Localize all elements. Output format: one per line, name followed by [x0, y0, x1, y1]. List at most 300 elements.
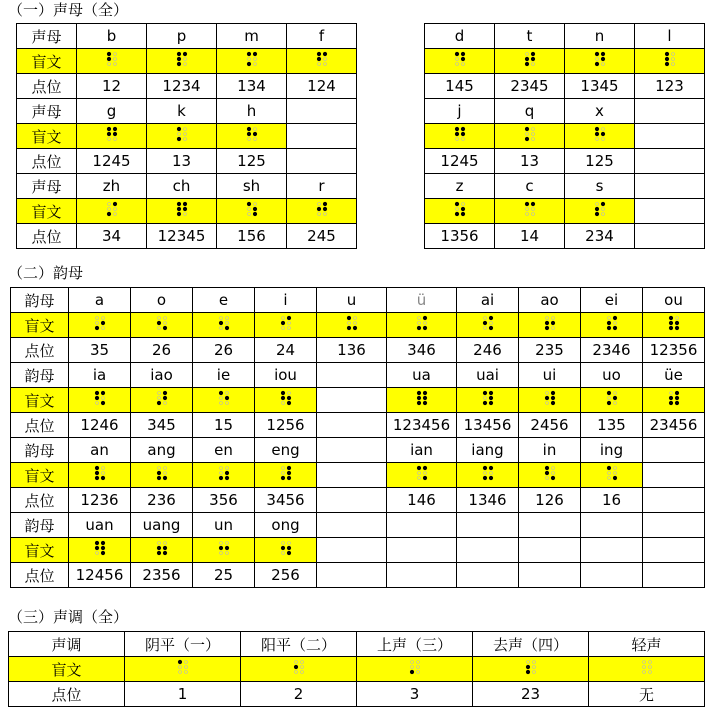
braille-dot-raised — [162, 476, 166, 480]
braille-dot-raised — [606, 466, 610, 470]
braille-cell — [664, 51, 676, 67]
yunmu-braille-row — [11, 538, 705, 563]
braille-dot-raised — [246, 52, 250, 56]
braille-dot-raised — [668, 326, 672, 330]
braille-dot-empty — [461, 203, 464, 206]
braille-dot-raised — [482, 466, 486, 470]
braille-dot-empty — [178, 671, 181, 674]
braille-dot-empty — [648, 666, 651, 669]
braille-cell — [565, 124, 635, 149]
braille-dot-empty — [545, 477, 548, 480]
yunmu-letter: eng — [255, 438, 317, 463]
braille-cell — [643, 538, 705, 563]
braille-cell — [643, 388, 705, 413]
shengmu-letter: q — [495, 99, 565, 124]
braille-cell — [454, 126, 466, 142]
dot-positions — [635, 224, 705, 249]
braille-dot-empty — [671, 53, 674, 56]
braille-dot-empty — [107, 203, 110, 206]
shengmu-letter: z — [425, 174, 495, 199]
braille-dot-empty — [253, 58, 256, 61]
braille-dot-raised — [252, 207, 256, 211]
braille-dot-empty — [184, 666, 187, 669]
braille-cell — [106, 201, 118, 217]
shengmu-letter — [635, 174, 705, 199]
braille-cell — [147, 199, 217, 224]
braille-dot-raised — [176, 202, 180, 206]
braille-dot-empty — [461, 63, 464, 66]
dot-positions: 356 — [193, 488, 255, 513]
braille-dot-empty — [531, 128, 534, 131]
gap — [357, 149, 425, 174]
braille-dot-raised — [482, 321, 486, 325]
braille-dot-empty — [531, 213, 534, 216]
braille-dot-empty — [225, 402, 228, 405]
shengmu-letter: ch — [147, 174, 217, 199]
shengdiao-table — [8, 631, 705, 707]
braille-dot-raised — [460, 132, 464, 136]
braille-dot-empty — [551, 472, 554, 475]
dot-positions: 15 — [193, 413, 255, 438]
braille-dot-raised — [252, 212, 256, 216]
braille-dot-raised — [224, 471, 228, 475]
braille-dot-empty — [113, 208, 116, 211]
braille-cell — [280, 315, 292, 331]
braille-cell — [316, 51, 328, 67]
braille-cell — [519, 388, 581, 413]
tone-name: 阴平（一） — [125, 632, 241, 657]
dot-positions: 1345 — [565, 74, 635, 99]
braille-dot-raised — [530, 52, 534, 56]
braille-cell — [524, 51, 536, 67]
braille-dot-raised — [286, 316, 290, 320]
braille-dot-empty — [101, 397, 104, 400]
braille-cell — [387, 538, 457, 563]
dot-positions: 23456 — [643, 413, 705, 438]
braille-dot-raised — [293, 665, 297, 669]
braille-dot-empty — [157, 317, 160, 320]
braille-dot-empty — [281, 472, 284, 475]
braille-dot-raised — [674, 396, 678, 400]
braille-dot-raised — [162, 326, 166, 330]
braille-dot-raised — [482, 391, 486, 395]
braille-dot-empty — [253, 128, 256, 131]
braille-dot-empty — [225, 322, 228, 325]
braille-dot-empty — [247, 208, 250, 211]
shengmu-letter: s — [565, 174, 635, 199]
braille-cell — [425, 199, 495, 224]
yunmu-letter: iao — [131, 363, 193, 388]
braille-dot-empty — [101, 467, 104, 470]
braille-dot-empty — [113, 53, 116, 56]
braille-dot-empty — [225, 542, 228, 545]
braille-dot-raised — [286, 466, 290, 470]
braille-dot-empty — [489, 472, 492, 475]
yunmu-letter: uo — [581, 363, 643, 388]
dot-positions: 2356 — [131, 563, 193, 588]
braille-dot-raised — [530, 202, 534, 206]
row-label: 点位 — [11, 563, 69, 588]
braille-dot-raised — [182, 202, 186, 206]
braille-dot-empty — [607, 397, 610, 400]
braille-dot-empty — [601, 63, 604, 66]
braille-cell — [589, 657, 705, 682]
gap — [357, 24, 425, 49]
braille-dot-raised — [280, 321, 284, 325]
yunmu-letter — [317, 363, 387, 388]
row-label: 韵母 — [11, 513, 69, 538]
shengdiao-dots-row — [9, 682, 705, 707]
braille-dot-empty — [483, 397, 486, 400]
braille-dot-empty — [163, 467, 166, 470]
braille-dot-raised — [176, 127, 180, 131]
braille-dot-empty — [601, 213, 604, 216]
shengmu-letter: x — [565, 99, 635, 124]
yunmu-letter — [387, 513, 457, 538]
braille-cell — [69, 388, 131, 413]
braille-cell — [131, 463, 193, 488]
braille-dot-empty — [184, 661, 187, 664]
braille-dot-raised — [606, 326, 610, 330]
braille-cell — [131, 388, 193, 413]
braille-dot-empty — [613, 402, 616, 405]
braille-dot-raised — [280, 476, 284, 480]
braille-dot-empty — [253, 203, 256, 206]
yunmu-letter: iang — [457, 438, 519, 463]
braille-cell — [668, 315, 680, 331]
yunmu-letter: an — [69, 438, 131, 463]
braille-cell — [457, 538, 519, 563]
gap — [357, 124, 425, 149]
braille-cell — [416, 390, 428, 406]
braille-dot-empty — [300, 671, 303, 674]
braille-dot-empty — [163, 322, 166, 325]
dot-positions: 136 — [317, 338, 387, 363]
braille-cell — [409, 659, 421, 675]
yunmu-letter: ing — [581, 438, 643, 463]
braille-dot-empty — [294, 661, 297, 664]
yunmu-letter: a — [69, 288, 131, 313]
braille-cell — [635, 49, 705, 74]
dot-positions: 23 — [473, 682, 589, 707]
braille-dot-raised — [612, 476, 616, 480]
braille-dot-raised — [422, 391, 426, 395]
braille-dot-empty — [455, 63, 458, 66]
braille-dot-raised — [246, 132, 250, 136]
braille-dot-raised — [454, 212, 458, 216]
braille-dot-empty — [107, 63, 110, 66]
braille-dot-raised — [94, 541, 98, 545]
braille-dot-raised — [94, 466, 98, 470]
braille-dot-empty — [545, 392, 548, 395]
braille-dot-raised — [550, 396, 554, 400]
shengmu-letter: j — [425, 99, 495, 124]
braille-dot-empty — [95, 317, 98, 320]
braille-cell — [454, 201, 466, 217]
braille-cell — [606, 465, 618, 481]
braille-cell — [635, 199, 705, 224]
braille-dot-raised — [525, 665, 529, 669]
yunmu-letter: i — [255, 288, 317, 313]
braille-dot-empty — [323, 213, 326, 216]
braille-dot-raised — [156, 321, 160, 325]
section-title-shengmu: （一）声母（全） — [8, 1, 129, 19]
braille-dot-raised — [488, 396, 492, 400]
yunmu-letter — [643, 438, 705, 463]
braille-dot-raised — [156, 476, 160, 480]
braille-dot-raised — [176, 212, 180, 216]
dot-positions: 134 — [217, 74, 287, 99]
braille-cell — [176, 126, 188, 142]
braille-cell — [565, 199, 635, 224]
braille-dot-raised — [674, 321, 678, 325]
shengmu-letter — [635, 99, 705, 124]
braille-dot-empty — [253, 138, 256, 141]
braille-dot-empty — [281, 317, 284, 320]
row-label: 盲文 — [17, 124, 77, 149]
braille-cell — [641, 659, 653, 675]
braille-dot-raised — [488, 466, 492, 470]
braille-cell — [594, 201, 606, 217]
braille-dot-raised — [488, 401, 492, 405]
dot-positions: 2346 — [581, 338, 643, 363]
section-title-yunmu: （二）韵母 — [8, 264, 84, 282]
dot-positions: 13 — [147, 149, 217, 174]
row-label: 点位 — [17, 149, 77, 174]
dot-positions: 123456 — [387, 413, 457, 438]
dot-positions: 245 — [287, 224, 357, 249]
braille-dot-empty — [184, 671, 187, 674]
yunmu-letter — [643, 513, 705, 538]
row-label: 盲文 — [11, 463, 69, 488]
shengmu-letter: r — [287, 174, 357, 199]
braille-dot-raised — [594, 127, 598, 131]
braille-cell — [280, 390, 292, 406]
braille-dot-empty — [247, 58, 250, 61]
braille-cell — [131, 538, 193, 563]
braille-dot-raised — [550, 391, 554, 395]
braille-cell — [425, 49, 495, 74]
braille-dot-empty — [613, 472, 616, 475]
braille-dot-empty — [417, 477, 420, 480]
braille-dot-raised — [460, 207, 464, 211]
dot-positions: 25 — [193, 563, 255, 588]
braille-dot-empty — [219, 467, 222, 470]
braille-dot-raised — [454, 132, 458, 136]
braille-dot-raised — [94, 396, 98, 400]
braille-cell — [668, 390, 680, 406]
braille-dot-raised — [176, 52, 180, 56]
row-label: 韵母 — [11, 438, 69, 463]
tone-name: 去声（四） — [473, 632, 589, 657]
yunmu-letter — [317, 438, 387, 463]
braille-dot-raised — [416, 396, 420, 400]
braille-dot-raised — [246, 127, 250, 131]
braille-dot-raised — [550, 476, 554, 480]
braille-dot-raised — [422, 476, 426, 480]
braille-cell — [77, 124, 147, 149]
braille-dot-empty — [163, 542, 166, 545]
braille-dot-empty — [157, 392, 160, 395]
braille-dot-empty — [416, 666, 419, 669]
braille-cell — [495, 199, 565, 224]
yunmu-dots-row — [11, 563, 705, 588]
gap — [357, 199, 425, 224]
braille-dot-empty — [95, 322, 98, 325]
dot-positions: 2456 — [519, 413, 581, 438]
braille-cell — [416, 465, 428, 481]
braille-dot-empty — [601, 138, 604, 141]
braille-dot-raised — [176, 207, 180, 211]
yunmu-letter — [581, 513, 643, 538]
braille-cell — [218, 540, 230, 556]
braille-dot-empty — [281, 327, 284, 330]
braille-cell — [131, 313, 193, 338]
braille-cell — [544, 465, 556, 481]
braille-dot-empty — [532, 666, 535, 669]
yunmu-letter: iou — [255, 363, 317, 388]
braille-dot-raised — [156, 546, 160, 550]
dot-positions: 235 — [519, 338, 581, 363]
braille-cell — [246, 51, 258, 67]
yunmu-letter-row — [11, 513, 705, 538]
dot-positions: 346 — [387, 338, 457, 363]
braille-dot-raised — [488, 476, 492, 480]
braille-dot-raised — [94, 326, 98, 330]
dot-positions — [317, 413, 387, 438]
braille-cell — [643, 313, 705, 338]
braille-dot-empty — [157, 327, 160, 330]
braille-cell — [482, 390, 494, 406]
braille-cell — [581, 538, 643, 563]
braille-dot-raised — [544, 471, 548, 475]
dot-positions — [643, 488, 705, 513]
braille-dot-empty — [607, 472, 610, 475]
braille-dot-raised — [460, 52, 464, 56]
shengmu-letter-row — [17, 24, 705, 49]
braille-dot-raised — [524, 57, 528, 61]
yunmu-letter: ao — [519, 288, 581, 313]
braille-dot-empty — [525, 133, 528, 136]
braille-dot-empty — [595, 203, 598, 206]
braille-dot-empty — [281, 542, 284, 545]
row-label: 点位 — [17, 224, 77, 249]
shengmu-table — [16, 23, 705, 249]
braille-dot-raised — [280, 391, 284, 395]
braille-dot-empty — [489, 322, 492, 325]
braille-dot-raised — [218, 321, 222, 325]
gap — [357, 174, 425, 199]
braille-dot-raised — [460, 212, 464, 216]
shengmu-braille-row — [17, 199, 705, 224]
braille-cell — [77, 49, 147, 74]
braille-cell — [106, 126, 118, 142]
braille-dot-empty — [323, 58, 326, 61]
braille-dot-empty — [253, 63, 256, 66]
braille-cell — [147, 124, 217, 149]
braille-cell — [218, 390, 230, 406]
braille-dot-raised — [346, 326, 350, 330]
braille-dot-empty — [183, 213, 186, 216]
braille-dot-empty — [107, 208, 110, 211]
yunmu-dots-row — [11, 413, 705, 438]
braille-dot-empty — [601, 208, 604, 211]
braille-cell — [193, 538, 255, 563]
section-title-shengdiao: （三）声调（全） — [8, 608, 129, 626]
braille-dot-raised — [162, 551, 166, 555]
yunmu-letter-row — [11, 288, 705, 313]
braille-dot-raised — [286, 471, 290, 475]
braille-dot-empty — [532, 661, 535, 664]
braille-dot-raised — [460, 127, 464, 131]
braille-dot-raised — [550, 321, 554, 325]
yunmu-letter: uang — [131, 513, 193, 538]
braille-cell — [524, 201, 536, 217]
dot-positions — [635, 149, 705, 174]
braille-dot-raised — [488, 316, 492, 320]
shengdiao-braille-row — [9, 657, 705, 682]
braille-dot-empty — [613, 467, 616, 470]
dot-positions: 无 — [589, 682, 705, 707]
braille-dot-raised — [100, 551, 104, 555]
shengmu-letter: p — [147, 24, 217, 49]
braille-dot-empty — [95, 402, 98, 405]
braille-cell — [606, 390, 618, 406]
braille-cell — [94, 390, 106, 406]
yunmu-letter: uai — [457, 363, 519, 388]
braille-dot-empty — [595, 58, 598, 61]
braille-dot-raised — [322, 202, 326, 206]
braille-cell — [255, 463, 317, 488]
dot-positions: 135 — [581, 413, 643, 438]
braille-dot-empty — [317, 213, 320, 216]
braille-dot-raised — [594, 52, 598, 56]
shengmu-letter — [287, 99, 357, 124]
braille-dot-raised — [422, 401, 426, 405]
dot-positions: 16 — [581, 488, 643, 513]
braille-dot-empty — [113, 213, 116, 216]
braille-dot-empty — [183, 128, 186, 131]
braille-dot-empty — [113, 138, 116, 141]
dot-positions — [317, 563, 387, 588]
braille-cell — [156, 540, 168, 556]
braille-dot-raised — [286, 476, 290, 480]
braille-cell — [387, 463, 457, 488]
braille-cell — [457, 388, 519, 413]
shengmu-dots-row — [17, 74, 705, 99]
braille-dot-raised — [252, 52, 256, 56]
dot-positions: 2345 — [495, 74, 565, 99]
yunmu-letter-row — [11, 363, 705, 388]
yunmu-letter: o — [131, 288, 193, 313]
braille-cell — [473, 657, 589, 682]
dot-positions: 26 — [193, 338, 255, 363]
braille-dot-raised — [460, 57, 464, 61]
braille-cell — [156, 390, 168, 406]
braille-dot-raised — [454, 202, 458, 206]
braille-dot-raised — [106, 212, 110, 216]
braille-dot-empty — [642, 666, 645, 669]
row-label: 盲文 — [11, 538, 69, 563]
braille-dot-raised — [544, 326, 548, 330]
yunmu-letter — [317, 513, 387, 538]
braille-cell — [287, 199, 357, 224]
shengmu-letter: d — [425, 24, 495, 49]
dot-positions: 12345 — [147, 224, 217, 249]
yunmu-braille-row — [11, 463, 705, 488]
braille-dot-raised — [524, 137, 528, 141]
braille-dot-empty — [101, 317, 104, 320]
